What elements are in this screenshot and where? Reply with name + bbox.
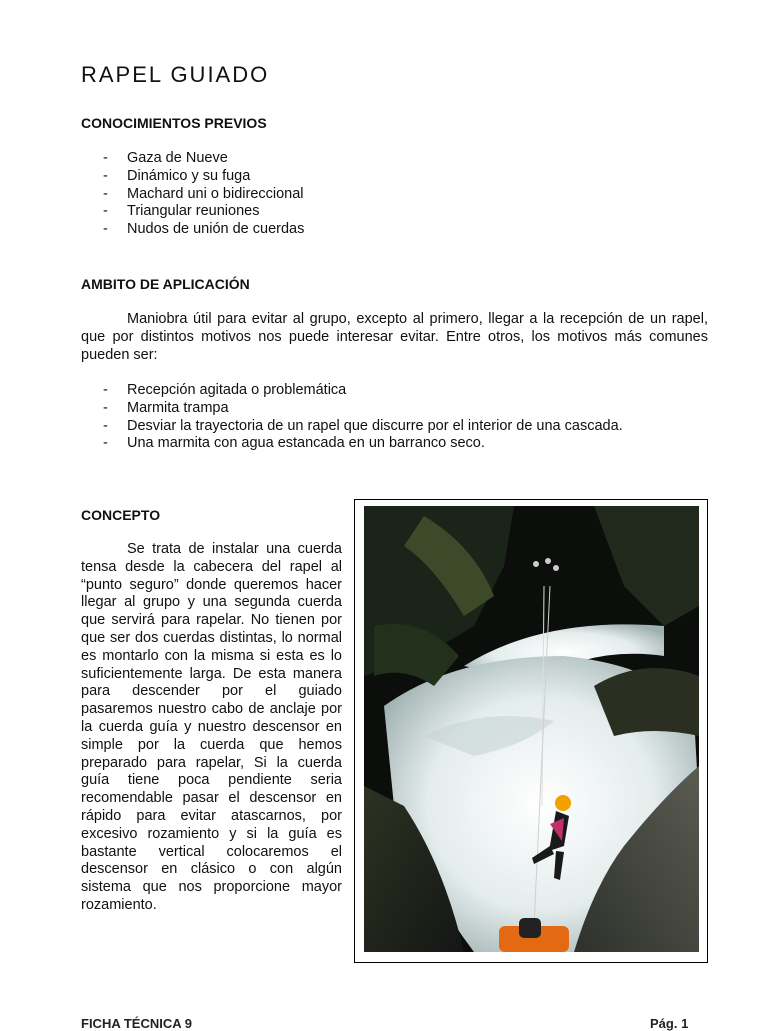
waterfall-rappel-illustration [364, 506, 699, 952]
list-item: - Recepción agitada o problemática [103, 382, 347, 398]
concepto-paragraph: Se trata de instalar una cuerda tensa desde la cabecera del rapel al “punto seguro” donde queremos hacer llegar al grupo y una segunda cuerda que servirá para rapelar. No tienen por que ser dos cuerdas distintas, lo normal es montarlo con la misma si esta es lo suficientemente larga. De esta manera para descender por el guiado pasaremos nuestro cabo de anclaje por la cuerda guía y nuestro descensor en simple por la cuerda que hemos preparado para rapelar, Si la cuerda guía tiene poca pendiente seria recomendable pasar el descensor en rápido para evitar atascarnos, por excesivo rozamiento y si la guía es bastante vertical colocaremos el descensor en clásico o con algún sistema que nos proporcione mayor rozamiento. [81, 541, 342, 913]
list-item: - Marmita trampa [103, 399, 229, 416]
list-item: - Triangular reuniones [103, 203, 260, 220]
footer-ficha-tecnica: FICHA TÉCNICA 9 [81, 1016, 192, 1031]
canyoning-photo [354, 499, 708, 963]
heading-conocimientos-previos: CONOCIMIENTOS PREVIOS [81, 115, 267, 131]
list-item: - Gaza de Nueve [103, 150, 228, 166]
list-item: - Dinámico y su fuga [103, 167, 251, 184]
page-title: RAPEL GUIADO [81, 62, 270, 87]
ambito-list [81, 382, 623, 453]
footer-page-number: Pág. 1 [650, 1016, 689, 1031]
ambito-paragraph: Maniobra útil para evitar al grupo, excepto al primero, llegar a la recepción de un rapel, que por distintos motivos nos puede interesar evitar. Entre otros, los motivos más comunes pueden ser: [81, 311, 708, 363]
heading-concepto: CONCEPTO [81, 507, 161, 523]
previos-list [81, 150, 304, 239]
heading-ambito-aplicacion: AMBITO DE APLICACIÓN [81, 276, 250, 292]
list-item: - Desviar la trayectoria de un rapel que discurre por el interior de una cascada. [103, 417, 623, 434]
list-item: - Una marmita con agua estancada en un barranco seco. [103, 435, 485, 452]
list-item: - Machard uni o bidireccional [103, 185, 304, 202]
list-item: - Nudos de unión de cuerdas [103, 221, 305, 238]
